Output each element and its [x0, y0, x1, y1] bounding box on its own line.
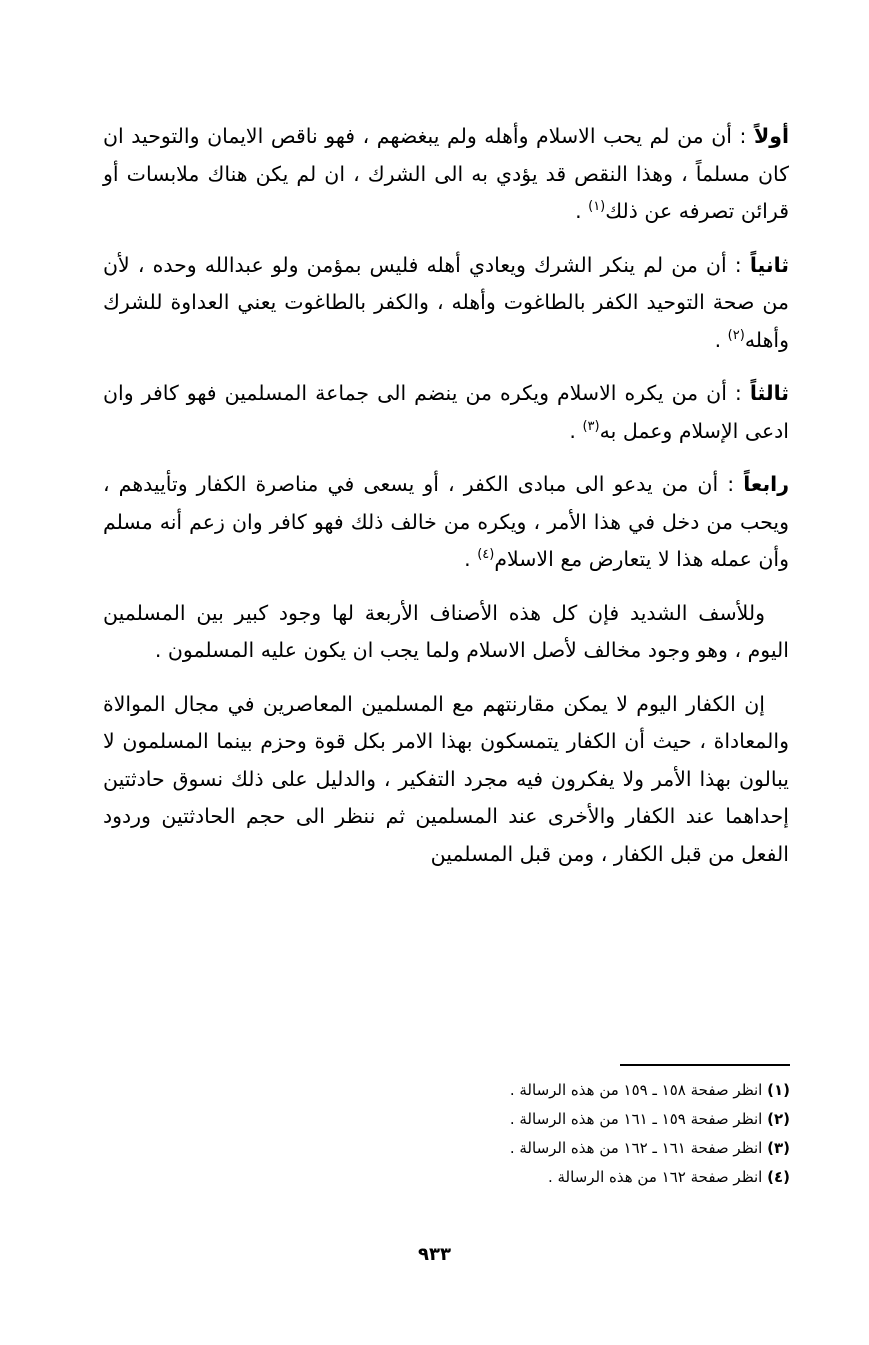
- footnote-number: (٣): [767, 1139, 790, 1157]
- footnotes: [300, 1076, 790, 1192]
- footnote-item: [300, 1134, 790, 1163]
- paragraph-lead: ثالثاً: [749, 381, 789, 405]
- paragraph-text: : أن من لم يحب الاسلام وأهله ولم يبغضهم ، فهو ناقص الايمان والتوحيد ان كان مسلماً ، وهذا النقص قد يؤدي به الى الشرك ، ان لم يكن هناك ملابسات أو قرائن تصرفه عن ذلك: [103, 124, 789, 223]
- footnote-item: [300, 1105, 790, 1134]
- paragraph-text: : أن من يدعو الى مبادى الكفر ، أو يسعى في مناصرة الكفار وتأييدهم ، ويحب من دخل في هذا الأمر ، ويكره من خالف ذلك فهو كافر وان زعم أنه مسلم وأن عمله هذا لا يتعارض مع الاسلام: [103, 472, 789, 571]
- paragraph-text: وللأسف الشديد فإن كل هذه الأصناف الأربعة لها وجود كبير بين المسلمين اليوم ، وهو وجود مخالف لأصل الاسلام ولما يجب ان يكون عليه المسلمون .: [103, 600, 789, 662]
- paragraph-text: إن الكفار اليوم لا يمكن مقارنتهم مع المسلمين المعاصرين في مجال الموالاة والمعاداة ، حيث أن الكفار يتمسكون بهذا الامر بكل قوة وحزم بينما المسلمون لا يبالون بهذا الأمر ولا يفكرون فيه مجرد التفكير ، والدليل على ذلك نسوق حادثتين إحداهما عند الكفار والأخرى عند المسلمين ثم ننظر الى حجم الحادثتين وردود الفعل من قبل الكفار ، ومن قبل المسلمين: [103, 691, 789, 866]
- footnote-number: (١): [767, 1081, 790, 1099]
- paragraph-tail: .: [575, 199, 589, 223]
- footnote-number: (٢): [767, 1110, 790, 1128]
- footnote-ref: (٤): [477, 547, 495, 563]
- paragraph-third: [103, 375, 789, 450]
- footnote-ref: (١): [588, 199, 606, 215]
- paragraph-first: [103, 118, 789, 231]
- paragraph-second: [103, 247, 789, 360]
- footnote-separator: [620, 1064, 790, 1066]
- footnote-text: انظر صفحة ١٥٨ ـ ١٥٩ من هذه الرسالة .: [509, 1081, 763, 1099]
- footnote-item: [300, 1076, 790, 1105]
- paragraph-lead: أولاً: [753, 124, 789, 148]
- paragraph-tail: .: [714, 327, 728, 352]
- paragraph-tail: .: [569, 418, 583, 443]
- paragraph-comparison: [103, 686, 789, 874]
- footnote-ref: (٣): [582, 418, 600, 434]
- footnote-number: (٤): [767, 1168, 790, 1186]
- paragraph-lead: ثانياً: [749, 252, 789, 277]
- body-text: [103, 118, 789, 889]
- paragraph-tail: .: [464, 547, 478, 571]
- paragraph-text: : أن من يكره الاسلام ويكره من ينضم الى جماعة المسلمين فهو كافر وان ادعى الإسلام وعمل به: [103, 381, 789, 443]
- paragraph-text: : أن من لم ينكر الشرك ويعادي أهله فليس بمؤمن ولو عبدالله وحده ، لأن من صحة التوحيد الكفر بالطاغوت وأهله ، والكفر بالطاغوت يعني العداوة للشرك وأهله: [103, 252, 789, 352]
- footnote-text: انظر صفحة ١٦١ ـ ١٦٢ من هذه الرسالة .: [509, 1139, 763, 1157]
- page-number: ٩٣٣: [418, 1244, 451, 1265]
- paragraph-regret: [103, 595, 789, 670]
- paragraph-lead: رابعاً: [743, 472, 789, 496]
- footnote-text: انظر صفحة ١٥٩ ـ ١٦١ من هذه الرسالة .: [509, 1110, 763, 1128]
- paragraph-fourth: [103, 466, 789, 579]
- footnote-item: [300, 1163, 790, 1192]
- footnote-text: انظر صفحة ١٦٢ من هذه الرسالة .: [547, 1168, 763, 1186]
- footnote-ref: (٢): [727, 327, 745, 343]
